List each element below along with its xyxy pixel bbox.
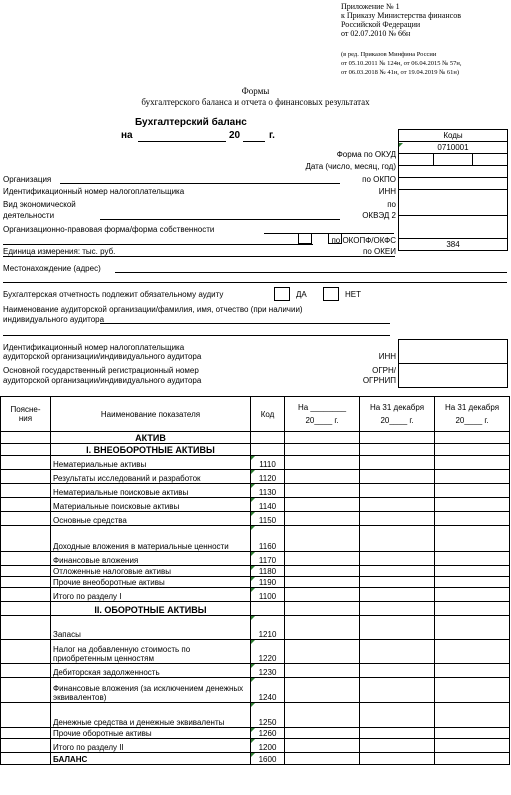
table-row [1,456,510,470]
okei-label: по ОКЕИ [363,247,396,256]
row-code [251,444,285,456]
row-code: 1140 [251,498,285,512]
value-cell[interactable] [285,566,360,577]
inn-label: ИНН [378,187,396,196]
table-row [1,444,510,456]
date-year-prefix: 20 [229,130,241,141]
row-code: 1110 [251,456,285,470]
value-cell[interactable] [285,602,360,616]
auditor-ogrn-code-label-1: ОГРН/ [372,366,396,375]
value-cell[interactable] [435,602,510,616]
inn-cell[interactable] [399,178,508,190]
value-cell[interactable] [285,456,360,470]
value-cell[interactable] [360,664,435,678]
cell-marker-icon [251,739,255,743]
auditor-inn-label-2: аудиторской организации/индивидуального аудитора [3,352,202,361]
auditor-ogrn-label-2: аудиторской организации/индивидуального аудитора [3,376,202,385]
row-code: 1170 [251,552,285,566]
audit-question: Бухгалтерская отчетность подлежит обязательному аудиту [3,290,224,299]
row-name: Итого по разделу I [51,588,251,602]
notes-cell[interactable] [1,484,51,498]
value-cell[interactable] [285,512,360,526]
auditor-ogrn-label-1: Основной государственный регистрационный номер [3,366,199,375]
notes-cell[interactable] [1,588,51,602]
amendment-line: (в ред. Приказов Минфина России [341,51,437,58]
okei-value: 384 [399,239,508,251]
row-code: 1150 [251,512,285,526]
value-cell[interactable] [435,753,510,765]
row-code: 1230 [251,664,285,678]
notes-cell[interactable] [1,512,51,526]
notes-cell[interactable] [1,552,51,566]
notes-cell[interactable] [1,498,51,512]
row-name: Итого по разделу II [51,739,251,753]
row-code [251,432,285,444]
codes-table [398,129,508,251]
value-cell[interactable] [360,456,435,470]
forms-title [0,86,511,108]
value-cell[interactable] [435,444,510,456]
notes-cell[interactable] [1,444,51,456]
cell-marker-icon [251,577,255,581]
auditor-field-2[interactable] [3,335,390,336]
audit-yes-checkbox[interactable] [274,287,290,301]
row-name: Отложенные налоговые активы [51,566,251,577]
value-cell[interactable] [435,526,510,552]
activity-field[interactable] [100,219,340,220]
value-cell[interactable] [360,616,435,640]
notes-cell[interactable] [1,703,51,728]
value-cell[interactable] [435,640,510,664]
auditor-ogrn-code-label-2: ОГРНИП [362,376,396,385]
date-year-cell[interactable] [473,154,508,166]
value-cell[interactable] [360,566,435,577]
address-field[interactable] [115,272,507,273]
cell-marker-icon [251,753,255,757]
notes-cell[interactable] [1,456,51,470]
appendix-line: Приложение № 1 [341,2,400,11]
value-cell[interactable] [360,602,435,616]
row-name: Прочие оборотные активы [51,728,251,739]
table-row [1,703,510,728]
value-cell[interactable] [285,470,360,484]
auditor-inn-cell[interactable] [398,339,508,364]
notes-cell[interactable] [1,566,51,577]
okfs-small-box[interactable] [328,233,342,244]
auditor-label-2: индивидуального аудитора [3,315,105,324]
value-cell[interactable] [285,552,360,566]
table-row [1,728,510,739]
value-cell[interactable] [435,728,510,739]
value-cell[interactable] [285,728,360,739]
row-code: 1210 [251,616,285,640]
value-cell[interactable] [435,703,510,728]
value-cell[interactable] [285,739,360,753]
table-row [1,432,510,444]
notes-cell[interactable] [1,470,51,484]
row-name: Прочие внеоборотные активы [51,577,251,588]
value-cell[interactable] [360,739,435,753]
value-cell[interactable] [360,526,435,552]
row-name: Материальные поисковые активы [51,498,251,512]
cell-marker-icon [251,728,255,732]
appendix-block [341,2,461,38]
row-name: Денежные средства и денежные эквиваленты [51,703,251,728]
cell-marker-icon [251,484,255,488]
okud-value: 0710001 [399,142,508,154]
table-row [1,739,510,753]
inn-field-label: Идентификационный номер налогоплательщика [3,187,185,196]
appendix-line: Российской Федерации [341,20,421,29]
date-day-cell[interactable] [399,154,434,166]
notes-cell[interactable] [1,602,51,616]
value-cell[interactable] [285,703,360,728]
header-col1 [285,397,360,432]
notes-cell[interactable] [1,664,51,678]
value-cell[interactable] [435,484,510,498]
value-cell[interactable] [285,616,360,640]
row-code: 1130 [251,484,285,498]
value-cell[interactable] [285,444,360,456]
notes-cell[interactable] [1,728,51,739]
value-cell[interactable] [285,526,360,552]
table-row [1,484,510,498]
value-cell[interactable] [360,552,435,566]
balance-title: Бухгалтерский баланс [135,117,247,128]
cell-marker-icon [251,566,255,570]
value-cell[interactable] [360,498,435,512]
table-row [1,512,510,526]
row-code: 1250 [251,703,285,728]
value-cell[interactable] [360,484,435,498]
amendment-line: от 05.10.2011 № 124н, от 06.04.2015 № 57н, [341,60,462,67]
header-col1-text: На ________ 20____ г. [297,403,347,425]
unit-underline [3,256,395,257]
cell-marker-icon [251,512,255,516]
value-cell[interactable] [435,577,510,588]
cell-marker-icon [251,526,255,530]
okpo-label: по ОКПО [362,175,396,184]
row-code: 1240 [251,678,285,703]
value-cell[interactable] [435,566,510,577]
row-code: 1200 [251,739,285,753]
header-col2-text: На 31 декабря 20____ г. [369,403,425,425]
auditor-inn-label-1: Идентификационный номер налогоплательщика [3,343,185,352]
row-code: 1190 [251,577,285,588]
value-cell[interactable] [285,588,360,602]
amendment-line: от 06.03.2018 № 41н, от 19.04.2019 № 61н) [341,69,460,76]
appendix-line: к Приказу Министерства финансов [341,11,461,20]
amendments-block [341,50,462,77]
row-name: АКТИВ [51,432,251,444]
row-name: Дебиторская задолженность [51,664,251,678]
value-cell[interactable] [285,678,360,703]
okud-label: Форма по ОКУД [336,150,396,159]
table-row [1,753,510,765]
notes-cell[interactable] [1,753,51,765]
table-row [1,678,510,703]
notes-cell[interactable] [1,678,51,703]
unit-label: Единица измерения: тыс. руб. [3,247,116,256]
auditor-label-1: Наименование аудиторской организации/фамилия, имя, отчество (при наличии) [3,305,303,314]
table-row [1,602,510,616]
value-cell[interactable] [435,664,510,678]
okpo-cell[interactable] [399,166,508,178]
value-cell[interactable] [435,470,510,484]
row-name: Финансовые вложения [51,552,251,566]
cell-marker-icon [251,703,255,707]
value-cell[interactable] [435,456,510,470]
notes-cell[interactable] [1,616,51,640]
header-notes [1,397,51,432]
value-cell[interactable] [435,616,510,640]
notes-cell[interactable] [1,432,51,444]
value-cell[interactable] [285,432,360,444]
cell-marker-icon [251,678,255,682]
table-row [1,470,510,484]
row-name: Финансовые вложения (за исключением денежных эквивалентов) [51,678,251,703]
header-code: Код [251,397,285,432]
okopf-small-box[interactable] [298,233,312,244]
value-cell[interactable] [360,444,435,456]
table-row [1,566,510,577]
organization-label: Организация [3,175,52,184]
date-na: на [121,130,133,141]
value-cell[interactable] [435,432,510,444]
value-cell[interactable] [435,498,510,512]
value-cell[interactable] [360,753,435,765]
header-col3 [435,397,510,432]
auditor-field[interactable] [100,323,390,324]
activity-label-1: Вид экономической [3,200,76,209]
value-cell[interactable] [285,577,360,588]
value-cell[interactable] [285,753,360,765]
cell-marker-icon [251,588,255,592]
table-row [1,552,510,566]
balance-table [0,396,510,765]
value-cell[interactable] [285,484,360,498]
date-g: г. [269,130,275,141]
value-cell[interactable] [360,512,435,526]
legal-form-label: Организационно-правовая форма/форма собственности [3,225,215,234]
audit-yes-label: ДА [296,290,307,299]
appendix-line: от 02.07.2010 № 66н [341,29,411,38]
okved-label-2: ОКВЭД 2 [362,211,396,220]
audit-no-label: НЕТ [345,290,361,299]
notes-cell[interactable] [1,526,51,552]
cell-marker-icon [251,640,255,644]
row-code: 1180 [251,566,285,577]
okved-cell[interactable] [399,190,508,216]
value-cell[interactable] [360,640,435,664]
okopf-label: по ОКОПФ/ОКФС [331,236,396,245]
value-cell[interactable] [285,664,360,678]
row-name: БАЛАНС [51,753,251,765]
value-cell[interactable] [360,577,435,588]
date-day-month-line[interactable] [138,141,226,142]
audit-no-checkbox[interactable] [323,287,339,301]
okved-label-1: по [387,200,396,209]
table-row [1,577,510,588]
value-cell[interactable] [435,678,510,703]
row-name: Основные средства [51,512,251,526]
row-name: Нематериальные активы [51,456,251,470]
address-field-2[interactable] [3,282,507,283]
table-row [1,640,510,664]
cell-marker-icon [251,664,255,668]
cell-marker-icon [251,456,255,460]
value-cell[interactable] [360,432,435,444]
cell-marker-icon [251,470,255,474]
forms-title-line: Формы [241,86,270,96]
cell-marker-icon [251,498,255,502]
codes-header: Коды [399,130,508,142]
date-year-line[interactable] [243,141,265,142]
auditor-inn-code-label: ИНН [378,352,396,361]
activity-label-2: деятельности [3,211,55,220]
row-code: 1220 [251,640,285,664]
cell-marker-icon [251,552,255,556]
row-name: Налог на добавленную стоимость по приобретенным ценностям [51,640,251,664]
value-cell[interactable] [435,512,510,526]
header-col2 [360,397,435,432]
table-row [1,664,510,678]
table-row [1,526,510,552]
row-name: I. ВНЕОБОРОТНЫЕ АКТИВЫ [51,444,251,456]
cell-marker-icon [251,616,255,620]
value-cell[interactable] [285,498,360,512]
okopf-okfs-cell[interactable] [399,216,508,239]
date-label: Дата (число, месяц, год) [305,162,396,171]
address-label: Местонахождение (адрес) [3,264,101,273]
row-name: II. ОБОРОТНЫЕ АКТИВЫ [51,602,251,616]
value-cell[interactable] [360,678,435,703]
row-name: Нематериальные поисковые активы [51,484,251,498]
row-code: 1260 [251,728,285,739]
value-cell[interactable] [360,728,435,739]
table-row [1,616,510,640]
value-cell[interactable] [285,640,360,664]
notes-cell[interactable] [1,739,51,753]
header-name: Наименование показателя [51,397,251,432]
notes-cell[interactable] [1,640,51,664]
cell-marker-icon [399,143,403,147]
date-month-cell[interactable] [434,154,473,166]
row-code: 1100 [251,588,285,602]
row-code: 1600 [251,753,285,765]
row-code [251,602,285,616]
auditor-ogrn-cell[interactable] [398,363,508,388]
value-cell[interactable] [360,703,435,728]
legal-form-field[interactable] [3,244,313,245]
forms-title-line: бухгалтерского баланса и отчета о финансовых результатах [141,97,370,107]
value-cell[interactable] [435,588,510,602]
value-cell[interactable] [360,588,435,602]
header-col3-text: На 31 декабря 20____ г. [444,403,500,425]
row-name: Доходные вложения в материальные ценности [51,526,251,552]
header-notes-text: Поясне- ния [10,405,41,423]
value-cell[interactable] [435,552,510,566]
organization-field[interactable] [60,183,340,184]
value-cell[interactable] [435,739,510,753]
table-row [1,498,510,512]
row-name: Запасы [51,616,251,640]
notes-cell[interactable] [1,577,51,588]
row-name: Результаты исследований и разработок [51,470,251,484]
row-code: 1160 [251,526,285,552]
row-code: 1120 [251,470,285,484]
value-cell[interactable] [360,470,435,484]
table-row [1,588,510,602]
